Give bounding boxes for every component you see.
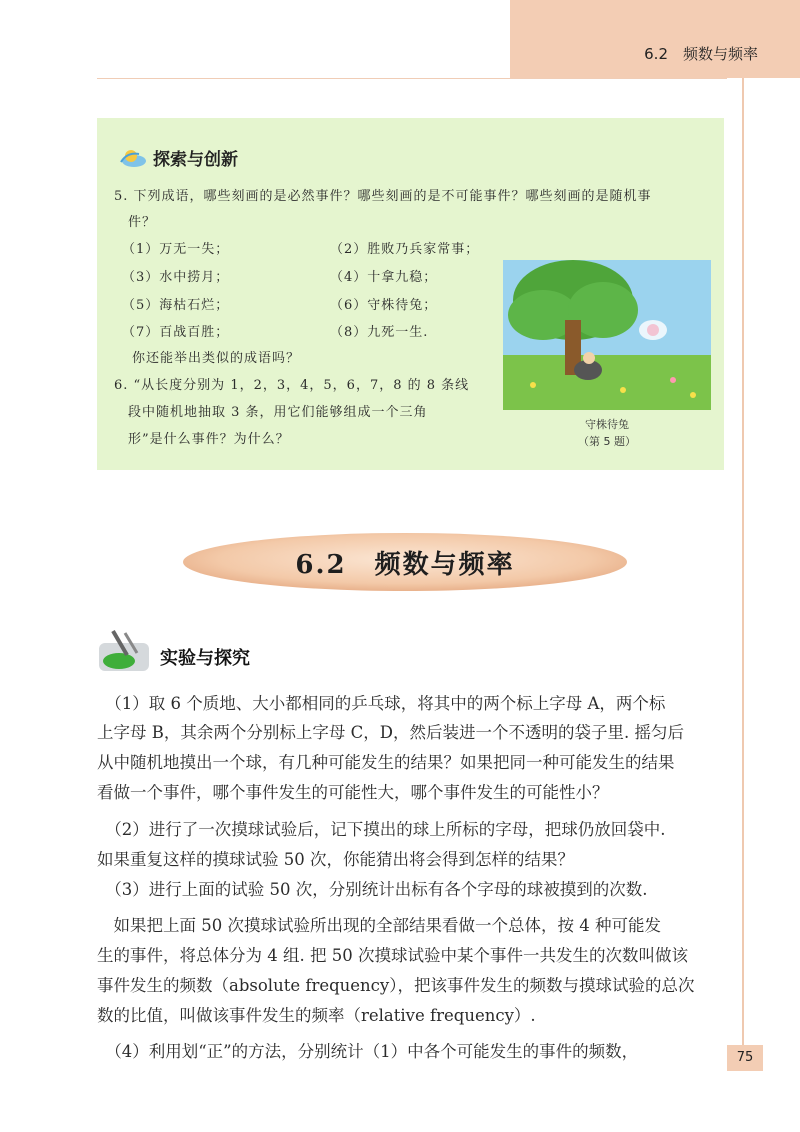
idiom-4: （4）十拿九稳； [330,270,438,285]
question-5-extra: 你还能举出类似的成语吗？ [132,351,301,366]
idiom-8: （8）九死一生. [330,325,429,340]
question-6-line-3: 形”是什么事件？为什么？ [128,432,290,447]
question-5-line-1: 5. 下列成语，哪些刻画的是必然事件？哪些刻画的是不可能事件？哪些刻画的是随机事 [114,189,652,204]
idiom-3: （3）水中捞月； [122,270,230,285]
experiment-line-12: （4）利用划“正”的方法，分别统计（1）中各个可能发生的事件的频数， [97,1042,639,1061]
idiom-5: （5）海枯石烂； [122,298,230,313]
experiment-line-5: （2）进行了一次摸球试验后，记下摸出的球上所标的字母，把球仍放回袋中. [97,820,666,839]
experiment-line-11: 数的比值，叫做该事件发生的频率（relative frequency）. [97,1006,536,1025]
experiment-line-4: 看做一个事件，哪个事件发生的可能性大，哪个事件发生的可能性小？ [97,783,609,802]
explore-heading [117,145,238,170]
experiment-line-7: （3）进行上面的试验 50 次，分别统计出标有各个字母的球被摸到的次数. [97,880,648,899]
experiment-line-6: 如果重复这样的摸球试验 50 次，你能猜出将会得到怎样的结果？ [97,850,574,869]
header-rule [97,78,727,79]
experiment-line-10: 事件发生的频数（absolute frequency），把该事件发生的频数与摸球试验的总次 [97,976,695,995]
question-6-line-2: 段中随机地抽取 3 条，用它们能够组成一个三角 [128,405,428,420]
experiment-line-2: 上字母 B，其余两个分别标上字母 C，D，然后装进一个不透明的袋子里. 摇匀后 [97,723,684,742]
idiom-1: （1）万无一失； [122,242,230,257]
idiom-2: （2）胜败乃兵家常事； [330,242,480,257]
section-title: 6.2 频数与频率 [295,549,515,580]
experiment-line-9: 生的事件，将总体分为 4 组. 把 50 次摸球试验中某个事件一共发生的次数叫做该 [97,946,688,965]
idiom-6: （6）守株待兔； [330,298,438,313]
experiment-line-8: 如果把上面 50 次摸球试验所出现的全部结果看做一个总体，按 4 种可能发 [97,916,661,935]
rabbit-tree-illustration [503,260,711,410]
image-caption-ref: （第 5 题） [578,435,636,448]
question-6-line-1: 6. “从长度分别为 1，2，3，4，5，6，7，8 的 8 条线 [114,378,470,393]
experiment-line-3: 从中随机地摸出一个球，有几种可能发生的结果？如果把同一种可能发生的结果 [97,753,675,772]
experiment-title: 实验与探究 [160,648,250,669]
question-5-line-2: 件？ [128,215,157,230]
experiment-line-1: （1）取 6 个质地、大小都相同的乒乓球，将其中的两个标上字母 A，两个标 [97,694,666,713]
idiom-7: （7）百战百胜； [122,325,230,340]
header-section-label: 6.2 频数与频率 [644,45,758,63]
experiment-icon [97,625,153,675]
image-caption-title: 守株待兔 [585,418,629,431]
explore-icon [117,146,147,170]
right-margin-rule [742,78,744,1048]
page-number: 75 [727,1045,763,1071]
explore-title: 探索与创新 [153,150,238,170]
header-tab [510,0,800,78]
